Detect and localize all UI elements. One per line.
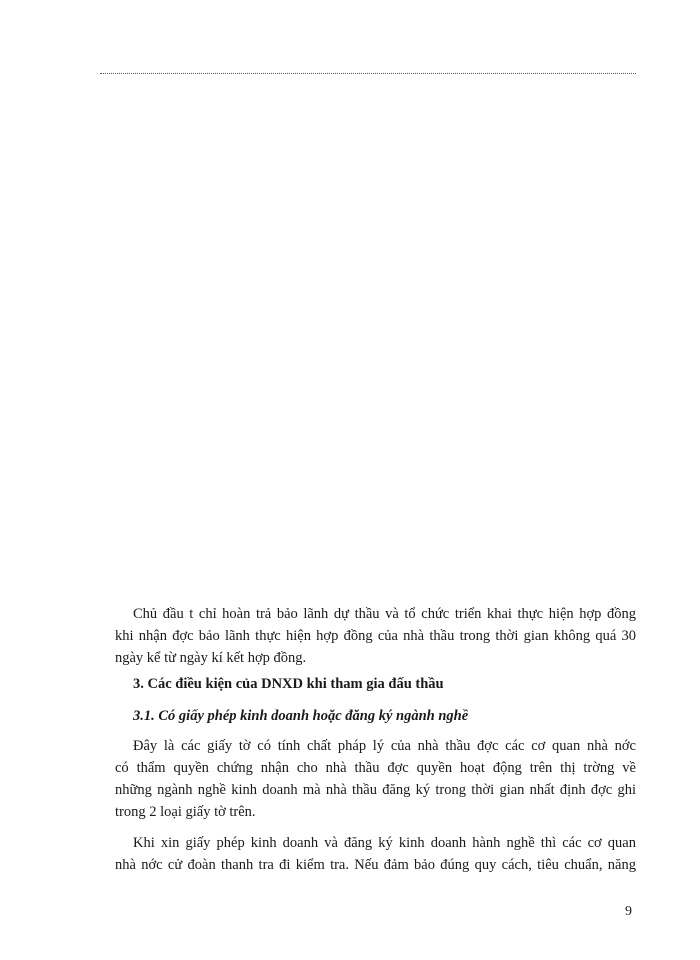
paragraph-line: Đây là các giấy tờ có tính chất pháp lý của nhà thầu đợc các cơ quan nhà nớc: [133, 738, 636, 754]
paragraph-line: có thẩm quyền chứng nhận cho nhà thầu đợc quyền hoạt động trên thị trờng về: [115, 760, 636, 776]
page-number: 9: [625, 904, 632, 919]
paragraph-line: khi nhận đợc bảo lãnh thực hiện hợp đồng của nhà thầu trong thời gian không quá 30: [115, 628, 636, 644]
paragraph-inspection: [115, 832, 636, 876]
paragraph-line: trong 2 loại giấy tờ trên.: [115, 804, 256, 820]
paragraph-line: những ngành nghề kinh doanh mà nhà thầu đăng ký trong thời gian nhất định đợc ghi: [115, 782, 636, 798]
section-heading-3: 3. Các điều kiện của DNXD khi tham gia đấu thầu: [133, 676, 444, 692]
subsection-heading-3-1: 3.1. Có giấy phép kinh doanh hoặc đăng ký ngành nghề: [133, 708, 469, 724]
paragraph-line: Chủ đầu t chỉ hoàn trả bảo lãnh dự thầu và tổ chức triển khai thực hiện hợp đồng: [133, 606, 636, 622]
paragraph-legal-documents: [115, 735, 636, 823]
header-dotted-rule: [100, 73, 636, 74]
paragraph-line: Khi xin giấy phép kinh doanh và đăng ký kinh doanh hành nghề thì các cơ quan: [133, 835, 636, 851]
paragraph-guarantee-return: [115, 603, 636, 669]
paragraph-line: nhà nớc cử đoàn thanh tra đi kiểm tra. Nếu đảm bảo đúng quy cách, tiêu chuẩn, năng: [115, 857, 636, 873]
paragraph-line: ngày kể từ ngày kí kết hợp đồng.: [115, 650, 307, 666]
